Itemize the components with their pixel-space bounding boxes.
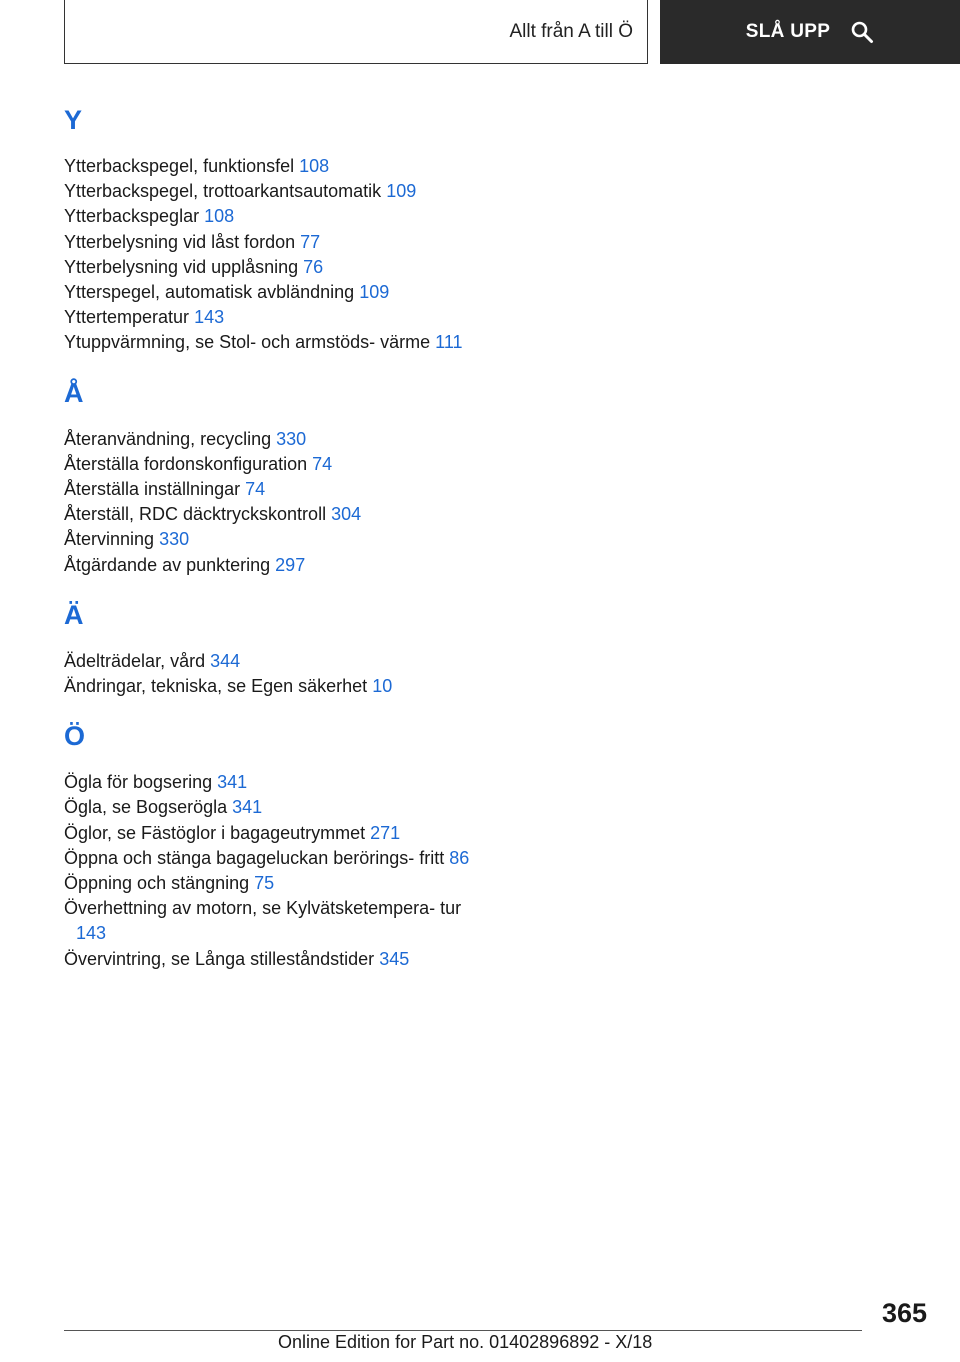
index-entry — [64, 179, 484, 204]
entry-text: Återställa fordonskonfiguration — [64, 453, 308, 474]
footer-divider — [64, 1330, 862, 1331]
index-entry — [64, 821, 484, 846]
entry-text: Ytterbackspeglar — [64, 206, 200, 227]
index-entry — [64, 154, 484, 179]
index-content — [64, 100, 484, 989]
entry-page-link[interactable]: 76 — [303, 256, 324, 277]
lookup-button[interactable] — [660, 0, 960, 64]
entry-text: Ytterbackspegel, trottoarkantsautomatik — [64, 181, 382, 202]
index-entry — [64, 871, 484, 896]
entry-page-link[interactable]: 108 — [204, 206, 235, 227]
entry-page-link[interactable]: 304 — [331, 504, 362, 525]
index-entry — [64, 502, 484, 527]
entry-page-link[interactable]: 344 — [210, 650, 241, 671]
entry-page-link[interactable]: 109 — [386, 181, 417, 202]
entry-text: Öppna och stänga bagageluckan berörings‑ fritt — [64, 847, 445, 868]
entry-page-link[interactable]: 77 — [300, 231, 321, 252]
entry-page-link[interactable]: 86 — [449, 847, 470, 868]
entry-page-link[interactable]: 74 — [312, 453, 333, 474]
section-letter: Y — [64, 105, 83, 135]
entry-page-link[interactable]: 108 — [299, 156, 330, 176]
entry-text: Öglor, se Fästöglor i bagageutrymmet — [64, 822, 366, 843]
entry-text: Ytterspegel, automatisk avbländning — [64, 282, 355, 303]
chapter-title: Allt från A till Ö — [509, 20, 633, 42]
index-section — [64, 595, 484, 699]
index-section — [64, 373, 484, 578]
entry-text: Ändringar, tekniska, se Egen säkerhet — [64, 676, 368, 697]
index-entry — [64, 896, 484, 946]
entry-text: Återanvändning, recycling — [64, 428, 272, 449]
entry-page-link[interactable]: 143 — [76, 923, 107, 944]
index-entry — [64, 204, 484, 229]
index-entry — [64, 770, 484, 795]
entry-page-link[interactable]: 330 — [276, 428, 307, 449]
entry-text: Ögla, se Bogserögla — [64, 797, 228, 818]
index-section — [64, 716, 484, 972]
entry-text: Återvinning — [64, 529, 155, 550]
entry-page-link[interactable]: 75 — [254, 873, 275, 894]
index-entry — [64, 255, 484, 280]
index-entry — [64, 452, 484, 477]
index-entry — [64, 427, 484, 452]
index-entry — [64, 947, 484, 972]
index-entry — [64, 280, 484, 305]
index-entry — [64, 527, 484, 552]
entry-page-link[interactable]: 330 — [159, 529, 190, 550]
index-entry — [64, 230, 484, 255]
entry-page-link[interactable]: 341 — [217, 772, 248, 793]
index-section — [64, 100, 484, 356]
entry-text: Ytuppvärmning, se Stol- och armstöds‑ värme — [64, 332, 431, 353]
entry-text: Ytterbackspegel, funktionsfel — [64, 156, 295, 176]
entry-page-link[interactable]: 10 — [372, 676, 393, 697]
entry-page-link[interactable]: 143 — [194, 307, 225, 328]
entry-text: Återställ, RDC däcktryckskontroll — [64, 504, 327, 525]
entry-page-link[interactable]: 345 — [379, 948, 410, 969]
footer-edition: Online Edition for Part no. 01402896892 - X/18 — [278, 1332, 653, 1352]
entry-page-link[interactable]: 109 — [359, 282, 390, 303]
index-entry — [64, 330, 484, 355]
index-entry — [64, 553, 484, 578]
index-entry — [64, 846, 484, 871]
entry-text: Yttertemperatur — [64, 307, 190, 328]
entry-page-link[interactable]: 297 — [275, 554, 306, 575]
index-entry — [64, 649, 484, 674]
section-letter: Å — [64, 377, 84, 408]
index-entry — [64, 477, 484, 502]
section-letter: Ä — [64, 599, 84, 630]
entry-text: Överhettning av motorn, se Kylvätsketempera‑ tur — [64, 898, 462, 919]
entry-text: Ädelträdelar, vård — [64, 650, 206, 671]
entry-text: Åtgärdande av punktering — [64, 554, 271, 575]
search-icon — [850, 20, 874, 44]
entry-text: Återställa inställningar — [64, 479, 241, 500]
entry-text: Ytterbelysning vid låst fordon — [64, 231, 296, 252]
page-number: 365 — [881, 1298, 927, 1328]
entry-text: Öppning och stängning — [64, 873, 250, 894]
index-entry — [64, 795, 484, 820]
entry-page-link[interactable]: 111 — [435, 332, 463, 353]
index-entry — [64, 305, 484, 330]
lookup-label: SLÅ UPP — [745, 21, 831, 42]
index-entry — [64, 674, 484, 699]
entry-text: Ögla för bogsering — [64, 772, 213, 793]
entry-page-link[interactable]: 74 — [245, 479, 266, 500]
entry-text: Övervintring, se Långa stilleståndstider — [64, 948, 375, 969]
entry-page-link[interactable]: 271 — [370, 822, 401, 843]
section-letter: Ö — [64, 721, 86, 752]
entry-page-link[interactable]: 341 — [232, 797, 263, 818]
entry-text: Ytterbelysning vid upplåsning — [64, 256, 299, 277]
chapter-header — [64, 0, 648, 64]
